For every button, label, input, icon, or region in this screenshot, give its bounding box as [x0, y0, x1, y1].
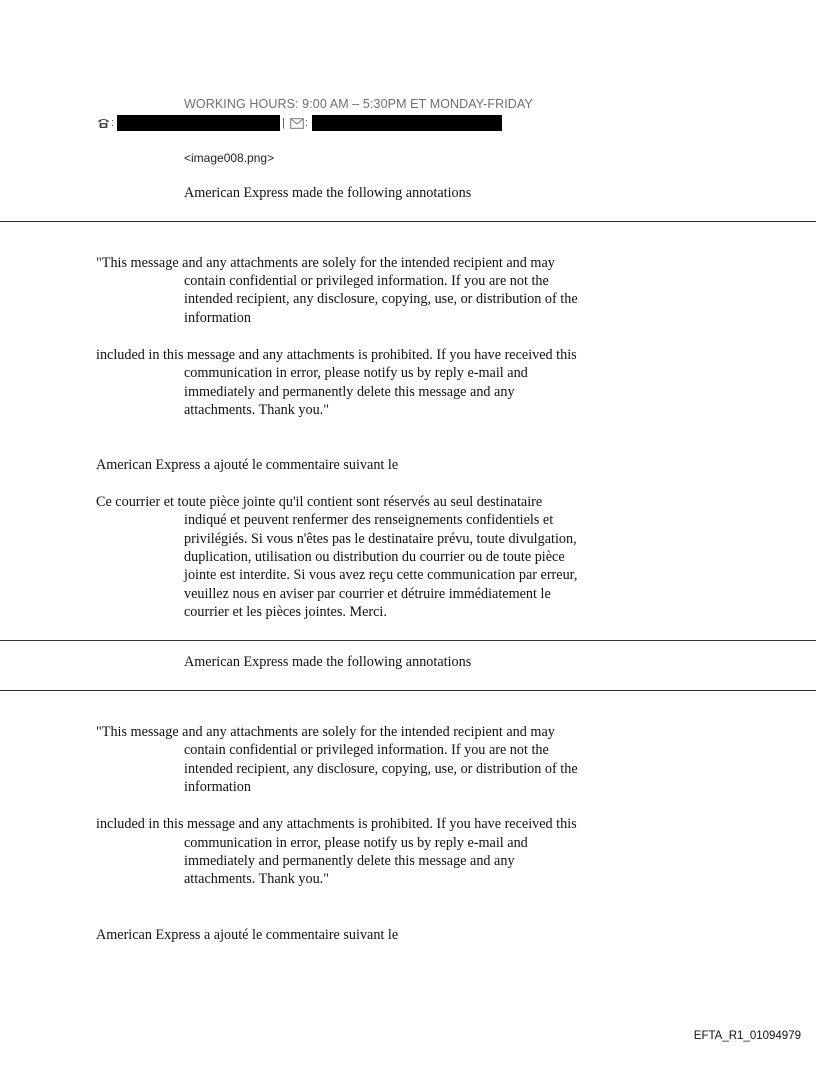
envelope-icon — [290, 118, 304, 129]
text-line: contain confidential or privileged information. If you are not the — [184, 273, 549, 289]
document-id: EFTA_R1_01094979 — [693, 1030, 801, 1042]
redacted-phone-number — [117, 115, 280, 131]
annotation-heading: American Express made the following annotations — [184, 185, 472, 201]
phone-label: : — [111, 117, 115, 129]
text-line: intended recipient, any disclosure, copying, use, or distribution of the — [184, 291, 578, 307]
section-divider — [0, 221, 816, 222]
text-line: information — [184, 779, 251, 795]
french-heading: American Express a ajouté le commentaire suivant le — [96, 457, 399, 473]
contact-separator: | — [282, 117, 285, 129]
text-line: "This message and any attachments are solely for the intended recipient and may — [96, 724, 555, 740]
text-line: intended recipient, any disclosure, copying, use, or distribution of the — [184, 761, 578, 777]
annotation-heading: American Express made the following annotations — [184, 654, 472, 670]
contact-row — [97, 115, 502, 131]
redacted-email-address — [312, 115, 502, 131]
text-line: information — [184, 310, 251, 326]
french-heading: American Express a ajouté le commentaire suivant le — [96, 927, 399, 943]
working-hours-text: WORKING HOURS: 9:00 AM – 5:30PM ET MONDAY-FRIDAY — [184, 97, 533, 111]
email-label: : — [304, 117, 308, 129]
text-line: included in this message and any attachments is prohibited. If you have received this — [96, 347, 577, 363]
text-line: veuillez nous en aviser par courrier et détruire immédiatement le — [184, 586, 551, 602]
text-line: "This message and any attachments are solely for the intended recipient and may — [96, 255, 555, 271]
text-line: Ce courrier et toute pièce jointe qu'il contient sont réservés au seul destinataire — [96, 494, 543, 510]
text-line: privilégiés. Si vous n'êtes pas le destinataire prévu, toute divulgation, — [184, 531, 577, 547]
section-divider — [0, 690, 816, 691]
text-line: communication in error, please notify us by reply e-mail and — [184, 365, 528, 381]
text-line: attachments. Thank you." — [184, 871, 330, 887]
text-line: contain confidential or privileged information. If you are not the — [184, 742, 549, 758]
text-line: attachments. Thank you." — [184, 402, 330, 418]
text-line: communication in error, please notify us by reply e-mail and — [184, 835, 528, 851]
section-divider — [0, 640, 816, 641]
text-line: jointe est interdite. Si vous avez reçu cette communication par erreur, — [184, 567, 578, 583]
text-line: duplication, utilisation ou distribution du courrier ou de toute pièce — [184, 549, 565, 565]
text-line: courrier et les pièces jointes. Merci. — [184, 604, 387, 620]
text-line: indiqué et peuvent renfermer des renseignements confidentiels et — [184, 512, 554, 528]
image-attachment-reference: <image008.png> — [184, 151, 275, 165]
text-line: immediately and permanently delete this message and any — [184, 853, 515, 869]
text-line: included in this message and any attachments is prohibited. If you have received this — [96, 816, 577, 832]
phone-icon — [97, 117, 110, 129]
text-line: immediately and permanently delete this message and any — [184, 384, 515, 400]
